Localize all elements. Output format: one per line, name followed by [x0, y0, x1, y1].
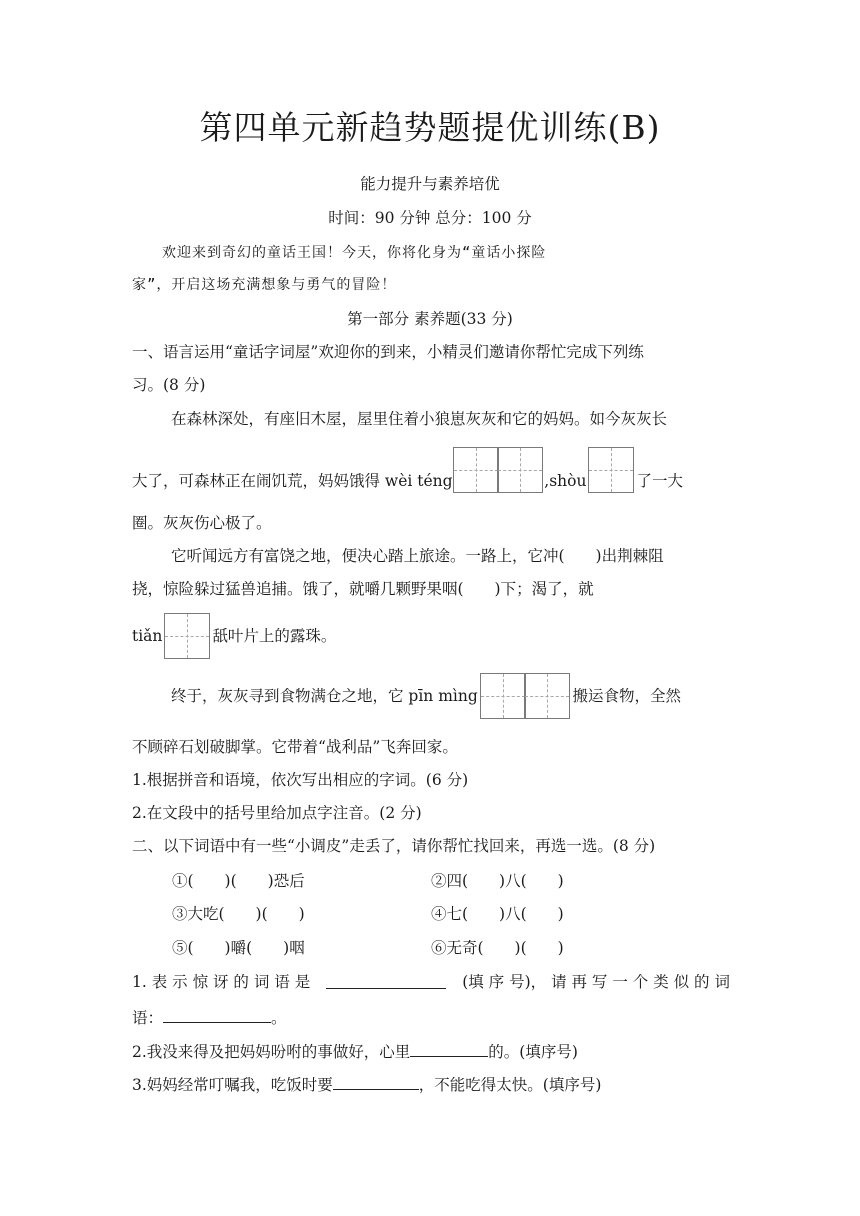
- pinyin-answer-box-tian[interactable]: [164, 613, 210, 659]
- passage-p1-line-1: 在森林深处，有座旧木屋，屋里住着小狼崽灰灰和它的妈妈。如今灰灰长: [171, 410, 668, 428]
- part-one-heading: 第一部分 素养题(33 分): [347, 310, 513, 328]
- idiom-option-6: ⑥无奇( )( ): [431, 939, 564, 957]
- passage-text: tiǎn: [132, 627, 163, 645]
- q2-sub-1-text: (填 序 号)， 请 再 写 一 个 类 似 的 词: [462, 973, 730, 991]
- passage-p2-line-1: 它听闻远方有富饶之地，便决心踏上旅途。一路上，它冲( )出荆棘阻: [171, 547, 664, 565]
- passage-text: 大了，可森林正在闹饥荒，妈妈饿得 wèi téng: [132, 472, 453, 490]
- pinyin-answer-box-pinming[interactable]: [480, 673, 571, 719]
- passage-text: ,shòu: [544, 472, 587, 490]
- q2-sub-2-text: 的。(填序号): [488, 1043, 578, 1061]
- char-grid-cell[interactable]: [453, 447, 499, 493]
- pinyin-answer-box-shou[interactable]: [588, 447, 634, 493]
- char-grid-cell[interactable]: [480, 673, 526, 719]
- char-grid-cell[interactable]: [164, 613, 210, 659]
- q2-sub-3-text: ，不能吃得太快。(填序号): [418, 1076, 602, 1094]
- intro-line-2: 家”，开启这场充满想象与勇气的冒险！: [132, 277, 397, 293]
- char-grid-cell[interactable]: [524, 673, 570, 719]
- q2-sub-3-text: 3.妈妈经常叮嘱我，吃饭时要: [132, 1076, 333, 1094]
- q1-header-line-1: 一、语言运用“童话字词屋”欢迎你的到来，小精灵们邀请你帮忙完成下列练: [132, 343, 644, 361]
- q2-sub-1-text: 1. 表 示 惊 讶 的 词 语 是: [132, 973, 311, 991]
- answer-blank-surprise[interactable]: [326, 970, 446, 989]
- passage-p2-line-2: 挠，惊险躲过猛兽追捕。饿了，就嚼几颗野果咽( )下；渴了，就: [132, 580, 594, 598]
- q2-sub-3: [132, 1071, 601, 1097]
- pinyin-answer-box-weiteng[interactable]: [453, 447, 544, 493]
- answer-blank-q2-sub-2[interactable]: [410, 1038, 488, 1057]
- time-info: 时间：90 分钟 总分：100 分: [328, 209, 532, 227]
- idiom-option-3: ③大吃( )( ): [172, 905, 305, 923]
- char-grid-cell[interactable]: [497, 447, 543, 493]
- idiom-option-1: ①( )( )恐后: [172, 872, 305, 890]
- idiom-option-5: ⑤( )嚼( )咽: [172, 939, 305, 957]
- q2-sub-1-text: 。: [271, 1009, 287, 1027]
- q2-sub-1-line-1: [132, 970, 730, 994]
- answer-blank-q2-sub-3[interactable]: [333, 1071, 419, 1090]
- passage-p2-line-3: [132, 612, 336, 660]
- idiom-option-4: ④七( )八( ): [431, 905, 564, 923]
- q2-sub-1-line-2: [132, 1004, 287, 1030]
- subtitle: 能力提升与素养培优: [360, 175, 500, 193]
- q1-sub-2: 2.在文段中的括号里给加点字注音。(2 分): [132, 804, 422, 822]
- q2-header: 二、以下词语中有一些“小调皮”走丢了，请你帮忙找回来，再选一选。(8 分): [132, 837, 656, 855]
- passage-text: 了一大: [636, 472, 683, 490]
- passage-text: 终于，灰灰寻到食物满仓之地，它 pīn mìng: [171, 687, 478, 705]
- intro-line-1: 欢迎来到奇幻的童话王国！今天，你将化身为“童话小探险: [162, 245, 547, 261]
- q2-sub-1-text: 语：: [132, 1009, 164, 1027]
- passage-p3-line-1: [171, 672, 681, 720]
- passage-p1-line-2: [132, 443, 683, 493]
- char-grid-cell[interactable]: [588, 447, 634, 493]
- answer-blank-similar-word[interactable]: [163, 1004, 271, 1023]
- q1-header-line-2: 习。(8 分): [132, 376, 206, 394]
- passage-p3-line-2: 不顾碎石划破脚掌。它带着“战利品”飞奔回家。: [132, 738, 458, 756]
- idiom-option-2: ②四( )八( ): [431, 872, 564, 890]
- page-title: 第四单元新趋势题提优训练(B): [199, 108, 661, 147]
- q2-sub-2-text: 2.我没来得及把妈妈吩咐的事做好，心里: [132, 1043, 411, 1061]
- passage-text: 搬运食物，全然: [572, 687, 681, 705]
- q2-sub-2: [132, 1038, 578, 1064]
- q1-sub-1: 1.根据拼音和语境，依次写出相应的字词。(6 分): [132, 771, 469, 789]
- passage-p1-line-3: 圈。灰灰伤心极了。: [132, 514, 272, 532]
- passage-text: 舐叶片上的露珠。: [212, 627, 337, 645]
